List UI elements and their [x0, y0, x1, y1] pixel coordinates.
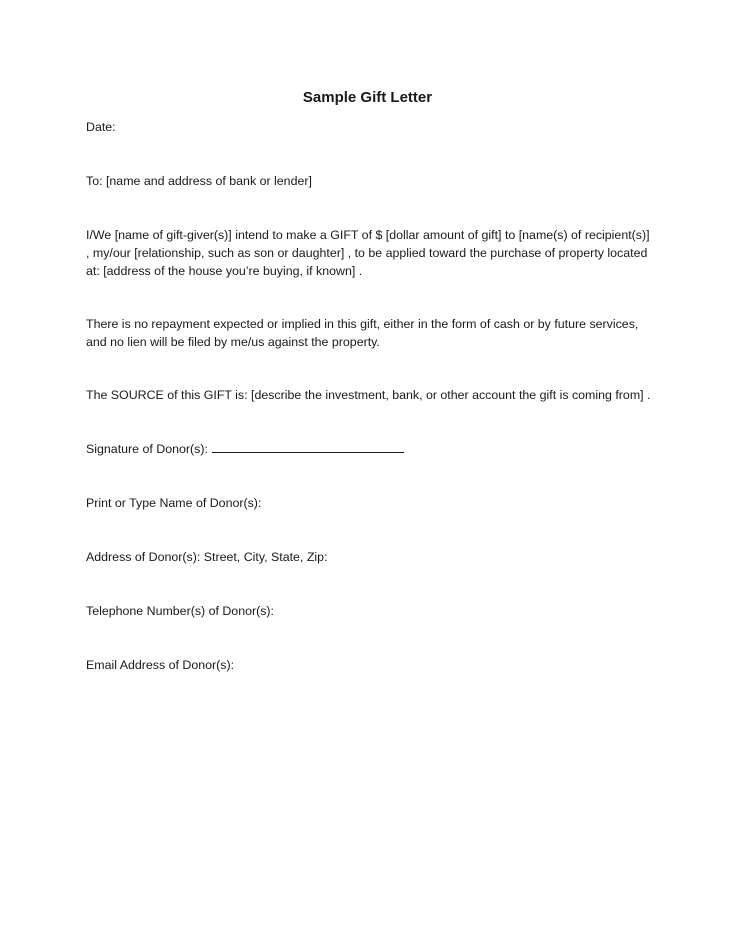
intent-paragraph-line: at: [address of the house you’re buying, if known] . [86, 264, 363, 278]
signature-label: Signature of Donor(s): [86, 442, 208, 456]
signature-blank-line [212, 441, 404, 453]
repayment-paragraph [86, 315, 661, 351]
telephone-label: Telephone Number(s) of Donor(s): [86, 604, 275, 618]
signature-row [86, 440, 661, 458]
to-line: To: [name and address of bank or lender] [86, 174, 312, 188]
source-line: The SOURCE of this GIFT is: [describe the investment, bank, or other account the gift is coming from] . [86, 388, 651, 402]
repayment-paragraph-line: There is no repayment expected or implied in this gift, either in the form of cash or by future services, [86, 317, 639, 331]
intent-paragraph [86, 226, 661, 280]
print-name-label: Print or Type Name of Donor(s): [86, 496, 262, 510]
intent-paragraph-line: , my/our [relationship, such as son or daughter] , to be applied toward the purchase of property located [86, 246, 648, 260]
intent-paragraph-line: I/We [name of gift-giver(s)] intend to make a GIFT of $ [dollar amount of gift] to [name(s) of recipient(s)] [86, 228, 650, 242]
address-label: Address of Donor(s): Street, City, State, Zip: [86, 550, 328, 564]
repayment-paragraph-line: and no lien will be filed by me/us against the property. [86, 335, 380, 349]
email-label: Email Address of Donor(s): [86, 658, 235, 672]
document-title: Sample Gift Letter [302, 89, 433, 106]
date-label: Date: [86, 120, 116, 134]
